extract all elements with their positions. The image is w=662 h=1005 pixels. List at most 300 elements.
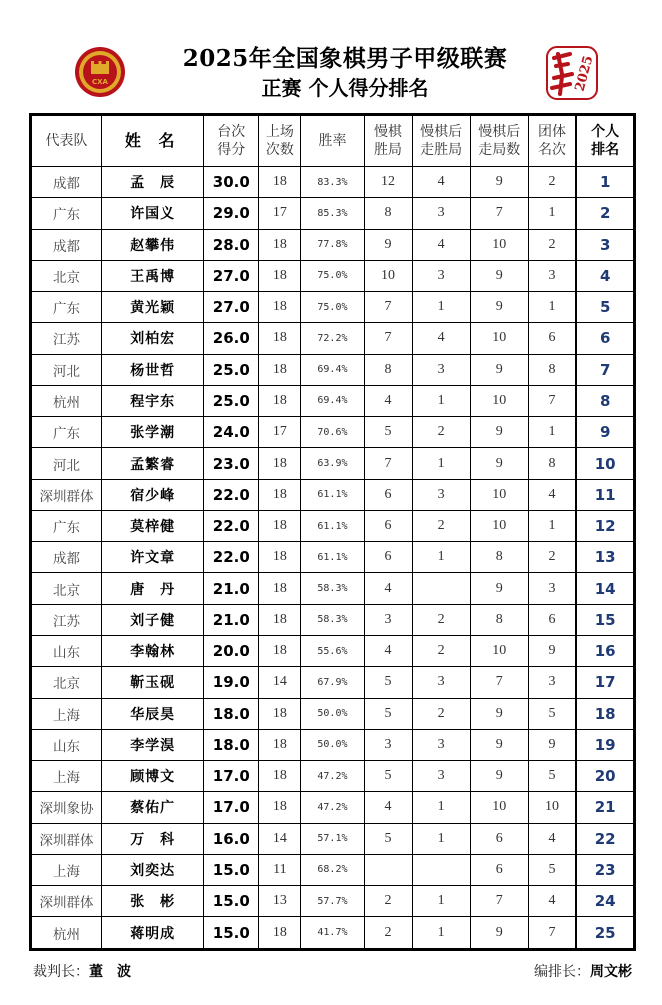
cell-rate: 61.1% — [301, 479, 364, 510]
table-row — [32, 417, 634, 448]
cell-played: 18 — [259, 448, 301, 479]
cell-played: 18 — [259, 635, 301, 666]
cell-slow-second-games: 10 — [470, 635, 528, 666]
cell-slow-second-games: 7 — [470, 667, 528, 698]
cell-slow-second-games: 10 — [470, 510, 528, 541]
cell-rate: 83.3% — [301, 167, 364, 198]
header-rank: 个人 排名 — [576, 116, 633, 167]
cell-slow-second-games: 9 — [470, 729, 528, 760]
cell-slow-wins: 5 — [364, 823, 412, 854]
cell-team-rank: 2 — [528, 229, 576, 260]
cell-rank: 3 — [576, 229, 633, 260]
cell-slow-wins: 4 — [364, 573, 412, 604]
cell-played: 17 — [259, 198, 301, 229]
cell-team: 深圳群体 — [32, 823, 102, 854]
cell-played: 18 — [259, 792, 301, 823]
table-row — [32, 635, 634, 666]
cell-slow-wins: 3 — [364, 729, 412, 760]
cell-rate: 61.1% — [301, 510, 364, 541]
cell-rank: 19 — [576, 729, 633, 760]
cell-slow-second-games: 10 — [470, 792, 528, 823]
cell-name: 许国义 — [102, 198, 204, 229]
cell-team-rank: 2 — [528, 167, 576, 198]
cell-name: 黄光颖 — [102, 292, 204, 323]
cell-score: 26.0 — [204, 323, 259, 354]
page-subtitle: 正赛 个人得分排名 — [261, 76, 429, 100]
cell-slow-second-wins: 1 — [412, 823, 470, 854]
table-row — [32, 292, 634, 323]
cell-score: 21.0 — [204, 604, 259, 635]
table-row — [32, 729, 634, 760]
cell-slow-second-wins: 2 — [412, 635, 470, 666]
cell-name: 刘奕达 — [102, 854, 204, 885]
cell-played: 18 — [259, 167, 301, 198]
cell-score: 24.0 — [204, 417, 259, 448]
cell-slow-second-games: 9 — [470, 698, 528, 729]
cell-team: 江苏 — [32, 604, 102, 635]
cell-score: 16.0 — [204, 823, 259, 854]
header-team: 代表队 — [32, 116, 102, 167]
cell-rate: 68.2% — [301, 854, 364, 885]
table-row — [32, 573, 634, 604]
cell-slow-second-wins: 2 — [412, 698, 470, 729]
cell-team-rank: 8 — [528, 354, 576, 385]
cell-slow-second-games: 8 — [470, 604, 528, 635]
cell-played: 18 — [259, 292, 301, 323]
cell-team: 上海 — [32, 854, 102, 885]
table-row — [32, 323, 634, 354]
cell-slow-wins: 7 — [364, 448, 412, 479]
cell-rank: 15 — [576, 604, 633, 635]
table-row — [32, 260, 634, 291]
cell-played: 18 — [259, 323, 301, 354]
cell-score: 22.0 — [204, 510, 259, 541]
cell-rate: 41.7% — [301, 917, 364, 949]
referee-label: 裁判长： — [33, 964, 89, 980]
cell-rate: 63.9% — [301, 448, 364, 479]
compiler-name: 周文彬 — [590, 964, 632, 980]
cell-slow-second-wins: 4 — [412, 323, 470, 354]
cell-team: 广东 — [32, 198, 102, 229]
cell-played: 18 — [259, 573, 301, 604]
table-row — [32, 854, 634, 885]
cell-name: 孟繁睿 — [102, 448, 204, 479]
cell-score: 19.0 — [204, 667, 259, 698]
cell-slow-second-wins: 1 — [412, 542, 470, 573]
table-row — [32, 229, 634, 260]
cell-name: 赵攀伟 — [102, 229, 204, 260]
cell-rate: 67.9% — [301, 667, 364, 698]
cell-team: 深圳象协 — [32, 792, 102, 823]
cell-slow-second-games: 6 — [470, 823, 528, 854]
cell-played: 18 — [259, 510, 301, 541]
cell-score: 17.0 — [204, 792, 259, 823]
cell-rate: 77.8% — [301, 229, 364, 260]
cell-rank: 14 — [576, 573, 633, 604]
cell-team-rank: 4 — [528, 823, 576, 854]
cell-name: 张 彬 — [102, 886, 204, 917]
cell-rate: 57.7% — [301, 886, 364, 917]
cell-rate: 50.0% — [301, 729, 364, 760]
cell-team-rank: 2 — [528, 542, 576, 573]
cell-played: 18 — [259, 761, 301, 792]
header-score: 台次 得分 — [204, 116, 259, 167]
cell-team: 河北 — [32, 354, 102, 385]
cell-played: 18 — [259, 260, 301, 291]
cell-slow-second-games: 9 — [470, 417, 528, 448]
cell-slow-second-games: 7 — [470, 886, 528, 917]
header-played: 上场 次数 — [259, 116, 301, 167]
cell-slow-second-wins: 1 — [412, 792, 470, 823]
cell-rate: 72.2% — [301, 323, 364, 354]
cell-score: 15.0 — [204, 854, 259, 885]
cell-team: 上海 — [32, 698, 102, 729]
cell-played: 18 — [259, 729, 301, 760]
cell-slow-second-games: 6 — [470, 854, 528, 885]
cell-name: 许文章 — [102, 542, 204, 573]
cell-rank: 13 — [576, 542, 633, 573]
cell-slow-wins: 7 — [364, 323, 412, 354]
cell-slow-second-wins: 1 — [412, 886, 470, 917]
cell-slow-second-games: 9 — [470, 260, 528, 291]
cell-slow-second-games: 10 — [470, 479, 528, 510]
cell-slow-wins: 6 — [364, 542, 412, 573]
cxa-logo-icon — [74, 46, 126, 98]
seal-stamp-icon — [544, 44, 600, 102]
cell-rank: 16 — [576, 635, 633, 666]
cell-rate: 55.6% — [301, 635, 364, 666]
cell-played: 11 — [259, 854, 301, 885]
table-row — [32, 198, 634, 229]
cell-score: 17.0 — [204, 761, 259, 792]
cell-slow-second-games: 9 — [470, 354, 528, 385]
logo-text: CXA — [92, 78, 108, 86]
cell-slow-second-games: 9 — [470, 292, 528, 323]
cell-played: 17 — [259, 417, 301, 448]
cell-team: 北京 — [32, 667, 102, 698]
cell-rate: 50.0% — [301, 698, 364, 729]
table-header-row — [32, 116, 634, 167]
cell-slow-wins: 5 — [364, 417, 412, 448]
cell-rank: 2 — [576, 198, 633, 229]
cell-name: 张学潮 — [102, 417, 204, 448]
cell-slow-wins: 6 — [364, 479, 412, 510]
cell-rate: 69.4% — [301, 385, 364, 416]
table-row — [32, 761, 634, 792]
cell-team-rank: 3 — [528, 260, 576, 291]
cell-rank: 20 — [576, 761, 633, 792]
cell-name: 蔡佑广 — [102, 792, 204, 823]
cell-slow-wins: 3 — [364, 604, 412, 635]
cell-score: 15.0 — [204, 917, 259, 949]
cell-slow-second-wins: 2 — [412, 510, 470, 541]
cell-team-rank: 3 — [528, 573, 576, 604]
cell-rank: 5 — [576, 292, 633, 323]
table-row — [32, 510, 634, 541]
cell-rank: 4 — [576, 260, 633, 291]
cell-slow-second-wins: 2 — [412, 417, 470, 448]
referee-signature — [33, 961, 131, 981]
cell-team: 广东 — [32, 510, 102, 541]
cell-slow-second-wins: 4 — [412, 229, 470, 260]
cell-team-rank: 1 — [528, 198, 576, 229]
cell-name: 李翰林 — [102, 635, 204, 666]
cell-slow-second-games: 9 — [470, 448, 528, 479]
cell-team-rank: 8 — [528, 448, 576, 479]
cell-team: 杭州 — [32, 917, 102, 949]
cell-slow-second-wins: 3 — [412, 761, 470, 792]
cell-name: 王禹博 — [102, 260, 204, 291]
cell-name: 刘柏宏 — [102, 323, 204, 354]
table-row — [32, 448, 634, 479]
cell-slow-wins: 2 — [364, 886, 412, 917]
cell-slow-second-wins: 3 — [412, 198, 470, 229]
cell-team: 河北 — [32, 448, 102, 479]
cell-played: 14 — [259, 823, 301, 854]
table-row — [32, 479, 634, 510]
compiler-label: 编排长： — [534, 964, 590, 980]
cell-played: 18 — [259, 385, 301, 416]
cell-played: 18 — [259, 917, 301, 949]
cell-rate: 75.0% — [301, 260, 364, 291]
cell-slow-second-games: 9 — [470, 761, 528, 792]
cell-rank: 9 — [576, 417, 633, 448]
cell-rank: 6 — [576, 323, 633, 354]
cell-slow-second-wins: 1 — [412, 448, 470, 479]
cell-score: 27.0 — [204, 292, 259, 323]
cell-played: 14 — [259, 667, 301, 698]
cell-rate: 75.0% — [301, 292, 364, 323]
page-title: 2025年全国象棋男子甲级联赛 — [182, 45, 508, 72]
cell-slow-second-wins — [412, 854, 470, 885]
cell-team-rank: 7 — [528, 917, 576, 949]
table-row — [32, 167, 634, 198]
cell-score: 28.0 — [204, 229, 259, 260]
cell-team: 江苏 — [32, 323, 102, 354]
cell-team: 成都 — [32, 542, 102, 573]
cell-team: 成都 — [32, 229, 102, 260]
cell-rank: 25 — [576, 917, 633, 949]
cell-slow-wins: 8 — [364, 354, 412, 385]
cell-slow-second-wins: 3 — [412, 729, 470, 760]
cell-slow-second-wins: 2 — [412, 604, 470, 635]
cell-slow-wins: 8 — [364, 198, 412, 229]
cell-team-rank: 4 — [528, 886, 576, 917]
cell-name: 华辰昊 — [102, 698, 204, 729]
cell-slow-second-wins: 1 — [412, 917, 470, 949]
header-slow-second-games: 慢棋后 走局数 — [470, 116, 528, 167]
cell-rank: 11 — [576, 479, 633, 510]
cell-slow-second-games: 7 — [470, 198, 528, 229]
cell-played: 18 — [259, 479, 301, 510]
cell-team: 广东 — [32, 292, 102, 323]
header-rate: 胜率 — [301, 116, 364, 167]
cell-team-rank: 1 — [528, 417, 576, 448]
cell-name: 宿少峰 — [102, 479, 204, 510]
cell-rank: 18 — [576, 698, 633, 729]
cell-rank: 21 — [576, 792, 633, 823]
cell-team-rank: 1 — [528, 510, 576, 541]
table-row — [32, 823, 634, 854]
table-row — [32, 354, 634, 385]
cell-name: 万 科 — [102, 823, 204, 854]
cell-score: 20.0 — [204, 635, 259, 666]
cell-score: 21.0 — [204, 573, 259, 604]
cell-score: 22.0 — [204, 479, 259, 510]
cell-name: 程宇东 — [102, 385, 204, 416]
header-team-rank: 团体 名次 — [528, 116, 576, 167]
cell-team: 北京 — [32, 573, 102, 604]
cell-team: 北京 — [32, 260, 102, 291]
cell-slow-wins: 4 — [364, 635, 412, 666]
cell-name: 杨世哲 — [102, 354, 204, 385]
cell-slow-second-wins: 1 — [412, 292, 470, 323]
cell-team: 成都 — [32, 167, 102, 198]
ranking-table-frame — [29, 113, 636, 951]
cell-name: 唐 丹 — [102, 573, 204, 604]
cell-rate: 58.3% — [301, 573, 364, 604]
cell-score: 15.0 — [204, 886, 259, 917]
cell-score: 30.0 — [204, 167, 259, 198]
cell-name: 蒋明成 — [102, 917, 204, 949]
cell-score: 18.0 — [204, 729, 259, 760]
cell-score: 25.0 — [204, 385, 259, 416]
cell-slow-wins: 7 — [364, 292, 412, 323]
cell-slow-wins: 4 — [364, 385, 412, 416]
cell-played: 18 — [259, 604, 301, 635]
cell-played: 18 — [259, 542, 301, 573]
cell-team-rank: 9 — [528, 729, 576, 760]
cell-played: 18 — [259, 354, 301, 385]
header-name: 姓 名 — [102, 116, 204, 167]
cell-name: 孟 辰 — [102, 167, 204, 198]
compiler-signature — [534, 961, 632, 981]
cell-rank: 10 — [576, 448, 633, 479]
cell-rate: 85.3% — [301, 198, 364, 229]
cell-slow-second-games: 9 — [470, 167, 528, 198]
cell-name: 莫梓健 — [102, 510, 204, 541]
cell-rate: 69.4% — [301, 354, 364, 385]
table-row — [32, 604, 634, 635]
cell-score: 23.0 — [204, 448, 259, 479]
header-slow-wins: 慢棋 胜局 — [364, 116, 412, 167]
cell-slow-second-wins: 3 — [412, 479, 470, 510]
cell-name: 靳玉砚 — [102, 667, 204, 698]
cell-slow-wins — [364, 854, 412, 885]
cell-played: 18 — [259, 229, 301, 260]
cell-team-rank: 4 — [528, 479, 576, 510]
cell-team-rank: 5 — [528, 698, 576, 729]
cell-slow-second-wins: 3 — [412, 667, 470, 698]
cell-rank: 23 — [576, 854, 633, 885]
cell-slow-second-games: 10 — [470, 385, 528, 416]
cell-team-rank: 7 — [528, 385, 576, 416]
cell-rank: 24 — [576, 886, 633, 917]
table-row — [32, 698, 634, 729]
cell-score: 18.0 — [204, 698, 259, 729]
cell-slow-wins: 2 — [364, 917, 412, 949]
cell-team-rank: 6 — [528, 604, 576, 635]
cell-slow-wins: 12 — [364, 167, 412, 198]
cell-played: 18 — [259, 698, 301, 729]
cell-score: 22.0 — [204, 542, 259, 573]
cell-slow-second-wins: 1 — [412, 385, 470, 416]
cell-slow-second-games: 8 — [470, 542, 528, 573]
cell-team: 山东 — [32, 729, 102, 760]
cell-slow-wins: 5 — [364, 667, 412, 698]
cell-name: 刘子健 — [102, 604, 204, 635]
cell-team: 深圳群体 — [32, 886, 102, 917]
cell-rank: 12 — [576, 510, 633, 541]
cell-slow-second-games: 9 — [470, 917, 528, 949]
cell-slow-second-wins: 3 — [412, 260, 470, 291]
cell-team: 深圳群体 — [32, 479, 102, 510]
cell-score: 27.0 — [204, 260, 259, 291]
cell-team-rank: 9 — [528, 635, 576, 666]
cell-rank: 22 — [576, 823, 633, 854]
cell-score: 25.0 — [204, 354, 259, 385]
cell-rate: 47.2% — [301, 761, 364, 792]
cell-rate: 70.6% — [301, 417, 364, 448]
cell-rate: 58.3% — [301, 604, 364, 635]
cell-slow-wins: 5 — [364, 698, 412, 729]
header-slow-second-wins: 慢棋后 走胜局 — [412, 116, 470, 167]
cell-name: 顾博文 — [102, 761, 204, 792]
cell-rank: 17 — [576, 667, 633, 698]
table-row — [32, 792, 634, 823]
referee-name: 董 波 — [89, 964, 131, 980]
cell-rate: 47.2% — [301, 792, 364, 823]
cell-slow-second-wins: 4 — [412, 167, 470, 198]
cell-slow-second-games: 10 — [470, 229, 528, 260]
cell-name: 李学淏 — [102, 729, 204, 760]
cell-team-rank: 10 — [528, 792, 576, 823]
cell-slow-wins: 5 — [364, 761, 412, 792]
cell-slow-wins: 4 — [364, 792, 412, 823]
ranking-table — [31, 115, 634, 949]
table-row — [32, 667, 634, 698]
cell-team: 广东 — [32, 417, 102, 448]
cell-slow-second-wins: 3 — [412, 354, 470, 385]
cell-rate: 57.1% — [301, 823, 364, 854]
cell-slow-wins: 10 — [364, 260, 412, 291]
cell-played: 13 — [259, 886, 301, 917]
cell-rate: 61.1% — [301, 542, 364, 573]
cell-rank: 1 — [576, 167, 633, 198]
seal-text: 2025 — [572, 54, 597, 94]
cell-team: 山东 — [32, 635, 102, 666]
cell-slow-second-games: 10 — [470, 323, 528, 354]
cell-team-rank: 6 — [528, 323, 576, 354]
cell-team-rank: 5 — [528, 854, 576, 885]
cell-slow-second-wins — [412, 573, 470, 604]
cell-team-rank: 3 — [528, 667, 576, 698]
cell-slow-wins: 6 — [364, 510, 412, 541]
cell-rank: 7 — [576, 354, 633, 385]
table-row — [32, 385, 634, 416]
table-row — [32, 917, 634, 949]
table-row — [32, 886, 634, 917]
cell-team-rank: 5 — [528, 761, 576, 792]
table-row — [32, 542, 634, 573]
cell-slow-wins: 9 — [364, 229, 412, 260]
cell-score: 29.0 — [204, 198, 259, 229]
cell-team: 杭州 — [32, 385, 102, 416]
cell-team: 上海 — [32, 761, 102, 792]
cell-slow-second-games: 9 — [470, 573, 528, 604]
cell-team-rank: 1 — [528, 292, 576, 323]
cell-rank: 8 — [576, 385, 633, 416]
